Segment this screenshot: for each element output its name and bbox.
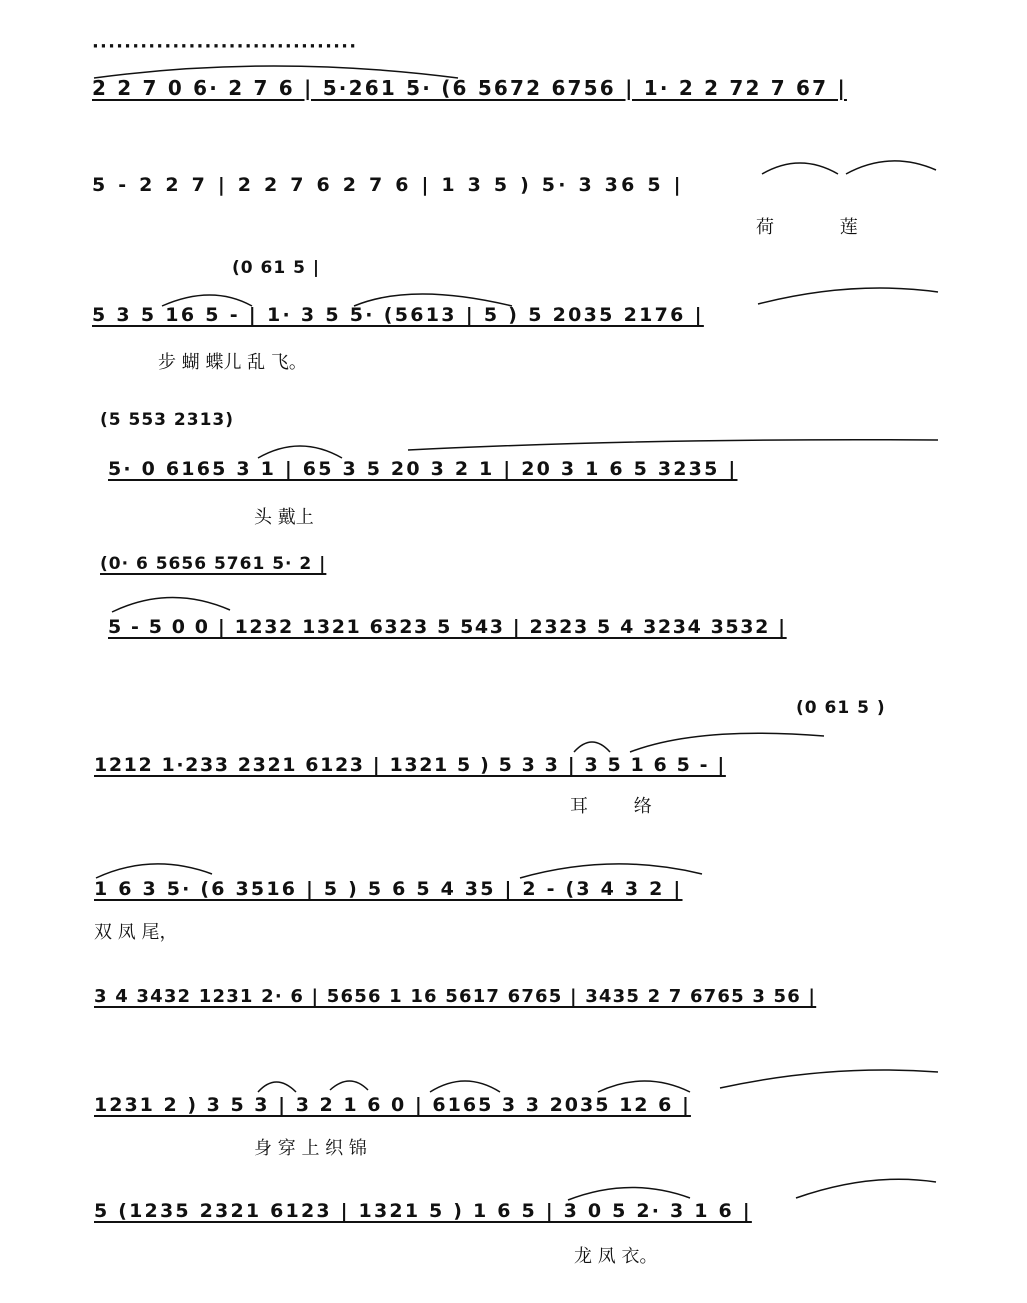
notation-row-2: 5 - 2 2 7 | 2 2 7 6 2 7 6 | 1 3 5 ) 5· 3 36 5 | [92,174,684,196]
lyric-row-9: 身 穿 上 织 锦 [254,1138,367,1159]
lyric-row-6: 耳 络 [570,796,652,817]
upper-notation-row-3: (0 61 5 | [232,258,321,278]
slur [760,152,940,176]
slur [92,60,462,80]
notation-row-9: 1231 2 ) 3 5 3 | 3 2 1 6 0 | 6165 3 3 2035 12 6 | [94,1094,691,1116]
upper-notation-row-5: (0· 6 5656 5761 5· 2 | [100,554,327,574]
notation-row-10: 5 (1235 2321 6123 | 1321 5 ) 1 6 5 | 3 0 5 2· 3 1 6 | [94,1200,752,1222]
dotted-rule: ································· [92,36,358,57]
slur [92,852,712,880]
slur [250,1064,940,1094]
slur [92,282,942,308]
lyric-row-3: 步 蝴 蝶儿 乱 飞。 [158,352,307,373]
notation-row-4: 5· 0 6165 3 1 | 65 3 5 20 3 2 1 | 20 3 1 6 5 3235 | [108,458,738,480]
notation-row-1: 2 2 7 0 6· 2 7 6 | 5·261 5· (6 5672 6756 | 1· 2 2 72 7 67 | [92,76,847,100]
lyric-row-4: 头 戴上 [254,507,314,528]
notation-row-7: 1 6 3 5· (6 3516 | 5 ) 5 6 5 4 35 | 2 - (3 4 3 2 | [94,878,683,900]
slur [568,726,828,754]
notation-row-6: 1212 1·233 2321 6123 | 1321 5 ) 5 3 3 | 3 5 1 6 5 - | [94,754,726,776]
notation-row-5: 5 - 5 0 0 | 1232 1321 6323 5 543 | 2323 5 4 3234 3532 | [108,616,787,638]
lyric-row-2: 荷 莲 [756,217,858,238]
notation-row-8: 3 4 3432 1231 2· 6 | 5656 1 16 5617 6765 | 3435 2 7 6765 3 56 | [94,986,817,1007]
notation-row-3: 5 3 5 16 5 - | 1· 3 5 5· (5613 | 5 ) 5 2035 2176 | [92,304,704,326]
upper-notation-row-6: (0 61 5 ) [796,698,886,718]
slur [100,588,250,614]
lyric-row-10: 龙 凤 衣。 [574,1246,658,1267]
slur [560,1172,940,1202]
lyric-row-7: 双 凤 尾， [94,922,178,943]
upper-notation-row-4: (5 553 2313) [100,410,235,430]
slur [250,432,940,460]
